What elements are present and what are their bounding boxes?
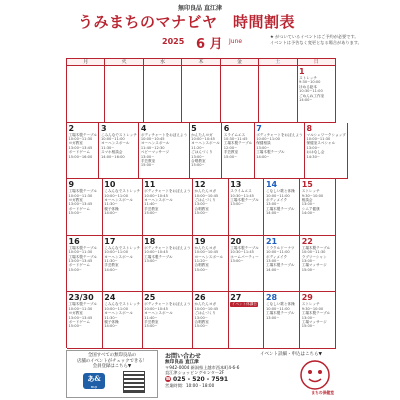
day-number: 19: [194, 236, 206, 246]
qr-code-icon[interactable]: [123, 371, 145, 393]
event-title: こみんなでストレッチ: [100, 132, 137, 137]
event-time: 13:00~: [191, 154, 205, 159]
event-title: ヨーヘンスボール: [144, 311, 173, 316]
event-time: 11:40~: [144, 315, 158, 320]
day-number: 12: [194, 180, 206, 190]
day-number: 13: [230, 180, 242, 190]
calendar-day-cell[interactable]: [229, 179, 265, 236]
note-line: ★ がついているイベントはご予約が必要です。: [270, 34, 359, 39]
event-title: ごめんね工作室: [299, 93, 325, 98]
event-time: 10:00~11:30: [68, 306, 93, 311]
event-title: 工場木製テーブル: [223, 141, 253, 146]
event-title: マルシェワークショップ: [306, 132, 346, 137]
event-time: 15:00~: [68, 211, 82, 216]
calendar-day-cell[interactable]: [193, 292, 229, 349]
event-detail-link[interactable]: イベント詳細・申込はこちら▼: [260, 352, 322, 357]
calendar-day-cell[interactable]: [99, 123, 139, 180]
day-number: 6: [223, 123, 230, 133]
event-time: 13:00~: [265, 202, 280, 207]
contact-building: 直江津ショッピングセンター2F: [165, 370, 225, 376]
calendar-day-cell[interactable]: [143, 179, 193, 236]
mascot-label: まちの保健室: [311, 390, 334, 395]
header: [0, 0, 400, 58]
event-time: 10:00~11:30: [68, 137, 93, 141]
calendar-day-cell[interactable]: [193, 236, 229, 293]
month-label: 6 月: [196, 37, 223, 52]
business-hours: 営業時間：10:00 - 18:00: [165, 382, 215, 388]
event-title: 合唱教室: [194, 263, 209, 268]
contact-store: 無印良品 直江津: [165, 360, 199, 365]
calendar-day-cell[interactable]: [143, 236, 193, 293]
event-title: ボディチャートをおぼえよう: [144, 245, 191, 250]
calendar-day-cell[interactable]: [300, 179, 336, 236]
calendar-day-cell[interactable]: [264, 292, 300, 349]
calendar-day-cell[interactable]: [67, 179, 103, 236]
event-title: かんたんヨガ: [194, 189, 217, 194]
weekday-sun: 日: [298, 59, 336, 66]
event-time: 14:00~: [256, 154, 270, 159]
footer: [66, 350, 336, 398]
event-title: スライムエス: [230, 189, 252, 194]
event-title: ヨーヘンスボール: [144, 198, 173, 202]
event-time: 15:00~: [68, 267, 82, 272]
event-title: 工場木製テーブル: [68, 302, 97, 307]
calendar-week-row: [67, 179, 336, 236]
membership-text-2: 店舗のイベントがチェックできる！: [76, 358, 148, 364]
app-icon-sub: MUJI: [90, 385, 98, 389]
day-number: 21: [265, 236, 278, 246]
calendar-day-cell: [105, 66, 143, 123]
day-number: 25: [144, 293, 156, 303]
page-title: うみまちのマナビヤ 時間割表: [78, 13, 296, 31]
event-time: 11:20~: [194, 259, 208, 263]
app-icon-text: あ&: [87, 374, 101, 383]
day-number: 26: [194, 293, 206, 303]
event-time: 10:00~10:45: [144, 306, 168, 311]
event-time: 11:30~: [100, 145, 115, 150]
month-en-label: June: [229, 38, 243, 45]
day-number: 28: [265, 293, 278, 303]
calendar-day-cell[interactable]: [264, 236, 300, 293]
calendar-day-cell: [144, 66, 182, 123]
phone-icon: ☎: [165, 376, 171, 382]
event-title: 手芸教室: [223, 150, 239, 155]
event-title: 手芸教室: [140, 159, 156, 164]
event-time: 15:00~: [140, 163, 155, 168]
event-title: ボディチャートをおぼえよう: [256, 132, 303, 137]
event-time: 10:00~11:00: [104, 193, 128, 198]
event-title: 保健相談: [256, 141, 271, 146]
calendar-day-cell[interactable]: [300, 236, 336, 293]
event-title: スマホ相談会: [100, 150, 123, 155]
calendar-day-cell[interactable]: [190, 123, 223, 180]
event-title: 手芸教室: [144, 206, 159, 211]
event-time: 14:00~: [299, 98, 313, 103]
contact-box: [162, 350, 336, 398]
event-time: 13:00~: [230, 259, 244, 263]
weekday-sat: 土: [259, 59, 297, 66]
event-time: 15:00~: [223, 154, 238, 159]
event-title: 工場木製テーブル: [301, 245, 331, 250]
event-title: ボードゲーム: [68, 206, 90, 211]
event-title: ボディチャートをおぼえよう: [140, 132, 188, 137]
membership-box: [66, 350, 158, 398]
event-title: ごはんづくり: [194, 198, 216, 202]
event-time: 10:30~11:45: [230, 250, 254, 255]
event-title: 工場木製テーブル: [68, 245, 97, 250]
calendar-grid: [66, 58, 346, 348]
event-time: 15:00~: [301, 267, 316, 272]
calendar-day-cell: [259, 66, 297, 123]
calendar-day-cell[interactable]: [305, 123, 348, 180]
day-number: 1: [299, 67, 305, 76]
event-title: 工場木製テーブル: [265, 311, 295, 316]
membership-text-3[interactable]: 会員登録はこちら▼: [92, 364, 132, 370]
calendar-day-cell[interactable]: [229, 236, 265, 293]
event-title: ヨーヘンスボール: [100, 141, 130, 146]
event-title: 保健室スペシャル: [306, 141, 336, 146]
event-title: 工場木製テーブル: [144, 254, 173, 259]
day-number: 3: [100, 123, 107, 133]
event-time: 10:00~10:45: [140, 137, 165, 141]
event-title: おはなし会: [306, 150, 325, 155]
event-time: 15:00~: [68, 324, 82, 329]
day-number: 29: [301, 293, 313, 303]
event-title: ほめる絵本: [299, 84, 317, 89]
event-time: 10:00~11:00: [265, 250, 290, 255]
event-time: 10:00~10:45: [194, 306, 219, 311]
event-title: ボードゲーム: [68, 150, 90, 155]
event-title: 親子体操: [104, 320, 119, 324]
event-title: ストレッチ: [299, 76, 317, 80]
day-number: 18: [144, 236, 156, 246]
event-time: 13:00~: [265, 315, 280, 320]
calendar-day-cell: [182, 66, 220, 123]
calendar-day-cell[interactable]: [103, 236, 143, 293]
day-number: 7: [256, 123, 262, 133]
calendar-day-cell[interactable]: [67, 292, 103, 349]
event-time: 13:00~: [301, 202, 316, 207]
event-title: こみんなでストレッチ: [104, 189, 141, 194]
event-time: 15:00~: [144, 211, 158, 216]
year-label: 2025: [162, 37, 185, 46]
event-title: ボディメイク: [265, 254, 288, 259]
event-title: 工場木製テーブル: [68, 189, 97, 194]
calendar-day-cell[interactable]: [67, 236, 103, 293]
event-time: 13:00~13:45: [68, 259, 93, 263]
calendar-day-cell[interactable]: [139, 123, 189, 180]
event-title: ストレッチ: [301, 189, 320, 194]
event-title: 工場木製テーブル: [301, 311, 331, 316]
event-title: ヨーヘンスボール: [104, 254, 133, 259]
event-title: ヨーヘンスボール: [104, 198, 133, 202]
day-number: 10: [104, 180, 116, 190]
event-time: 10:00~11:30: [68, 250, 93, 255]
event-time: 13:00~: [301, 315, 316, 320]
event-time: 10:00~11:00: [265, 193, 290, 198]
event-title: ミラクルドーナツ: [265, 245, 295, 250]
event-title: ヨーヘンスボール: [194, 254, 224, 259]
event-title: 工場マッサージ: [301, 263, 327, 268]
day-number: 16: [68, 236, 80, 246]
event-title: 工場木製テーブル: [265, 206, 295, 211]
event-title: ヨガ教室: [68, 198, 83, 202]
day-number: 23/30: [68, 293, 94, 303]
event-time: 12:00~: [223, 145, 238, 150]
event-time: 14:00~: [265, 267, 280, 272]
event-title: ストレッチ: [301, 302, 320, 307]
calendar-day-cell[interactable]: [298, 66, 336, 123]
calendar-day-cell[interactable]: [103, 179, 143, 236]
contact-address: 〒942-0004 新潟県上越市西本町4-6-6: [165, 365, 240, 371]
event-title: [230, 302, 262, 307]
weekday-wed: 水: [144, 59, 182, 66]
event-time: 11:40~: [144, 202, 158, 207]
event-title: こなしい歌と体操: [265, 302, 295, 307]
event-title: 合唱教室: [191, 159, 206, 164]
event-title: ヨーヘンスボール: [191, 141, 220, 146]
note-line: イベントは予告なく変更となる場合があります。: [270, 39, 362, 45]
event-time: 9:30~10:00: [301, 193, 324, 198]
event-time: 14:00~: [104, 211, 118, 216]
day-number: 24: [104, 293, 116, 303]
event-time: 14:00~: [104, 267, 118, 272]
event-time: 15:00~: [301, 324, 316, 329]
event-time: 11:20~: [191, 145, 205, 150]
event-time: 14:00~: [104, 324, 118, 329]
event-title: ボードゲーム: [68, 320, 90, 324]
weekday-tue: 火: [105, 59, 143, 66]
calendar-week-row: [67, 123, 346, 180]
event-time: 13:00~: [230, 202, 244, 207]
event-time: 13:00~: [301, 259, 316, 263]
mascot-icon: [298, 358, 332, 392]
event-time: 14:00~16:00: [100, 154, 125, 159]
event-title: 親子体操: [104, 206, 119, 211]
day-number: 14: [265, 180, 278, 190]
event-time: 10:00~10:45: [144, 250, 168, 255]
event-time: 13:00~13:45: [68, 315, 93, 320]
event-title: 合唱教室: [194, 206, 209, 211]
event-title: こみんなでストレッチ: [104, 302, 141, 307]
event-title: スライムエス: [223, 132, 246, 137]
event-time: 9:30~10:00: [301, 306, 324, 311]
weekday-header-row: [67, 59, 336, 66]
event-title: 相談会: [301, 198, 313, 202]
day-number: 4: [140, 123, 147, 133]
weekday-fri: 金: [221, 59, 259, 66]
event-title: こなしい歌と体操: [265, 189, 295, 194]
event-time: 13:00~13:45: [68, 145, 93, 150]
event-time: 10:00~11:00: [104, 306, 128, 311]
muji-app-icon[interactable]: [83, 373, 105, 389]
calendar-weeks: [67, 66, 346, 349]
event-time: 13:00~: [144, 259, 158, 263]
weekday-thu: 木: [182, 59, 220, 66]
event-time: 15:00~: [194, 324, 208, 329]
day-number: 17: [104, 236, 116, 246]
event-title: 手芸教室: [144, 320, 159, 324]
event-time: 13:00~: [194, 315, 208, 320]
event-time: 14:00~: [301, 211, 316, 216]
day-number: 22: [301, 236, 313, 246]
event-title: シニア健康: [301, 206, 320, 211]
event-time: 10:00~11:00: [265, 306, 290, 311]
event-time: 10:00~11:30: [68, 193, 93, 198]
calendar-day-cell[interactable]: [300, 292, 336, 349]
event-time: 11:30~: [104, 259, 118, 263]
calendar-day-cell[interactable]: [103, 292, 143, 349]
calendar-day-cell: [67, 66, 105, 123]
day-number: 20: [230, 236, 242, 246]
event-title: ヨーヘンスボール: [140, 141, 170, 146]
notes: [270, 34, 396, 45]
calendar-day-cell[interactable]: [193, 179, 229, 236]
calendar-day-cell[interactable]: [255, 123, 305, 180]
weekday-mon: 月: [67, 59, 105, 66]
event-title: 工場木製テーブル: [265, 263, 295, 268]
event-time: 11:30~: [104, 315, 118, 320]
event-title: かんたんヨガ: [191, 132, 213, 137]
event-time: 13:00~: [265, 259, 280, 263]
calendar-day-cell[interactable]: [67, 123, 99, 180]
event-title: ラブリーシャン: [301, 254, 327, 259]
calendar-day-cell[interactable]: [229, 292, 265, 349]
event-time: 10:00~10:45: [194, 193, 219, 198]
event-title: 手芸教室: [104, 263, 119, 268]
event-time: 10:30~11:45: [223, 137, 248, 141]
event-time: 13:00~: [194, 202, 208, 207]
calendar-day-cell[interactable]: [222, 123, 254, 180]
event-title: 工場木製テーブル: [256, 150, 285, 155]
event-title: 工場木製テーブル: [68, 254, 97, 259]
event-title: ボディチャートをおぼえよう: [144, 302, 191, 307]
event-time: 13:00~: [256, 145, 270, 150]
calendar-week-row: [67, 292, 336, 349]
event-time: 14:30~: [306, 154, 320, 159]
event-time: 10:00~10:45: [191, 137, 215, 141]
day-number: 2: [68, 123, 75, 133]
event-time: 10:00~10:45: [194, 250, 219, 255]
event-title: ボディメイク: [265, 198, 288, 202]
day-number: 11: [144, 180, 156, 190]
event-title: こみんなでストレッチ: [104, 245, 141, 250]
event-time: 10:00~11:30: [306, 137, 331, 141]
event-title: 工場木製テーブル: [230, 245, 259, 250]
event-time: 15:00~: [194, 267, 208, 272]
calendar-day-cell: [221, 66, 259, 123]
event-title: ヨガ教室: [68, 141, 83, 146]
event-time: 11:40~12:30: [140, 145, 165, 150]
event-title: ヨガ教室: [68, 311, 83, 316]
event-time: 10:30~11:45: [230, 193, 254, 198]
event-title: ボードゲーム: [68, 263, 90, 268]
calendar-day-cell[interactable]: [264, 179, 300, 236]
event-title: かんたんヨガ: [194, 302, 217, 307]
store-name: 無印良品 直江津: [177, 5, 223, 12]
event-title: かんたんヨガ: [194, 245, 217, 250]
event-title: ごはんづくり: [191, 150, 213, 155]
day-number: 8: [306, 123, 313, 133]
event-time: 10:00~11:00: [256, 137, 280, 141]
event-time: 10:00~11:00: [100, 137, 125, 141]
event-time: 15:00~: [144, 324, 158, 329]
event-time: 13:00~13:45: [68, 202, 93, 207]
event-time: 15:00~16:00: [68, 154, 93, 159]
day-number: 9: [68, 180, 75, 190]
event-title: 合唱教室: [194, 320, 209, 324]
day-number: 27: [230, 293, 242, 303]
event-time: 9:30~10:00: [299, 80, 321, 85]
phone-text: 025 - 520 - 7591: [173, 375, 229, 383]
event-time: 10:00~10:45: [144, 193, 168, 198]
event-title: ヨーヘンスボール: [104, 311, 133, 316]
event-time: 14:00~: [265, 211, 280, 216]
event-time: 15:00~: [194, 211, 208, 216]
event-time: 13:00~: [140, 154, 155, 159]
calendar-week-row: [67, 236, 336, 293]
event-title: ホームパーティー: [230, 254, 259, 259]
event-time: 10:30~11:00: [299, 89, 323, 94]
event-time: 10:00~11:30: [301, 250, 326, 255]
membership-text-1: 全国すべての無印良品の: [87, 353, 137, 358]
day-number: 5: [191, 123, 197, 133]
contact-title: お問い合わせ: [165, 353, 202, 360]
day-number: 15: [301, 180, 313, 190]
event-time: 15:00~: [191, 163, 205, 168]
calendar-week-row: [67, 66, 336, 123]
event-title: 工場木製テーブル: [68, 132, 97, 137]
event-time: 11:30~: [104, 202, 118, 207]
event-title: 工場マッサージ: [301, 320, 327, 324]
event-title: ボディチャートをおぼえよう: [144, 189, 191, 194]
event-title: ベビーマッサージ: [140, 150, 170, 155]
event-title: ごはんづくり: [194, 311, 216, 316]
calendar-day-cell[interactable]: [143, 292, 193, 349]
event-time: 13:00~: [306, 145, 320, 150]
event-time: 10:00~11:00: [104, 250, 128, 255]
event-title: 工場木製テーブル: [230, 198, 259, 202]
closed-badge: イベント休講日: [231, 302, 257, 307]
